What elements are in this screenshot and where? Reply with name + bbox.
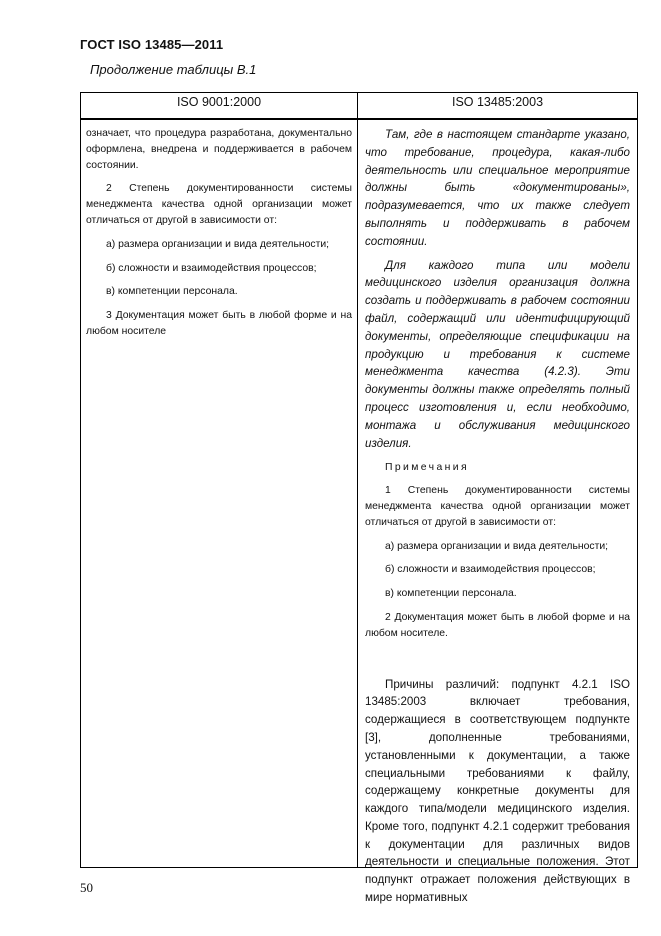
right-italic-paragraph-2: Для каждого типа или модели медицинского изделия организация должна создать и поддерживать в рабочем состоянии файл, содержащий или идентифицирующий документы, определяющие спецификации на продукцию и требования к системе менеджмента качества (4.2.3). Эти документы должны также определять полный процесс изготовления и, если необходимо, монтажа и обслуживания медицинского изделия.: [365, 258, 630, 450]
right-reasons-paragraph: Причины различий: подпункт 4.2.1 ISO 13485:2003 включает требования, содержащиеся в соответствующем подпункте [3], дополненные требованиями, установленными к документации, а также специальными требованиями к файлу, содержащему конкретные документы для каждого типа/модели медицинского изделия. Кроме того, подпункт 4.2.1 содержит требования к документации для различных видов деятельности и специальные положения. Этот подпункт отражает положения действующих в мире нормативных: [365, 677, 630, 905]
left-note-3: 3 Документация может быть в любой форме и на любом носителе: [86, 310, 352, 337]
table-caption: Продолжение таблицы В.1: [90, 62, 257, 77]
column-header-iso9001: ISO 9001:2000: [176, 95, 262, 109]
left-list-item-a: а) размера организации и вида деятельности;: [106, 238, 330, 250]
right-italic-paragraph-1: Там, где в настоящем стандарте указано, что требование, процедура, какая-либо деятельность или специальное мероприятие должны быть «документированы», подразумевается, что их также следует выполнять и поддерживать в рабочем состоянии.: [365, 128, 630, 248]
page-number: 50: [80, 880, 93, 895]
left-list-item-b: б) сложности и взаимодействия процессов;: [106, 262, 317, 274]
document-title: ГОСТ ISO 13485—2011: [80, 37, 224, 52]
header-divider: [80, 118, 638, 120]
left-paragraph: означает, что процедура разработана, документально оформлена, внедрена и поддерживается в рабочем состоянии.: [86, 128, 352, 171]
column-divider: [357, 92, 358, 868]
iso9001-column: [86, 126, 352, 348]
right-list-item-c: в) компетенции персонала.: [385, 588, 517, 600]
right-note-2: 2 Документация может быть в любой форме и на любом носителе.: [365, 611, 630, 639]
right-note-1: 1 Степень документированности системы менеджмента качества одной организации может отличаться от другой в зависимости от:: [365, 485, 630, 528]
left-note-2: 2 Степень документированности системы менеджмента качества одной организации может отличаться от другой в зависимости от:: [86, 183, 352, 226]
left-list-item-c: в) компетенции персонала.: [106, 286, 238, 298]
right-list-item-b: б) сложности и взаимодействия процессов;: [385, 564, 596, 576]
right-notes-title: Примечания: [385, 462, 469, 474]
iso13485-column: [365, 126, 630, 907]
right-list-item-a: а) размера организации и вида деятельности;: [385, 540, 609, 552]
column-header-iso13485: ISO 13485:2003: [451, 95, 544, 109]
